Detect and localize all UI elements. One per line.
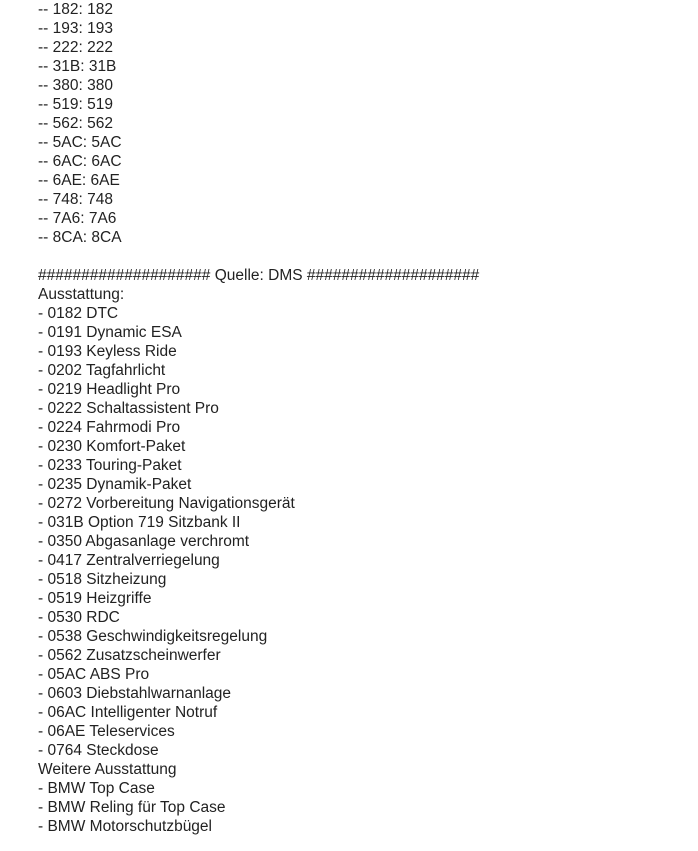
equipment-heading: Ausstattung:	[38, 286, 125, 303]
equipment-item: - 0518 Sitzheizung	[38, 571, 167, 588]
further-equipment-list	[38, 779, 688, 836]
spacer	[38, 247, 688, 266]
equipment-item: - 0191 Dynamic ESA	[38, 324, 182, 341]
code-line: -- 380: 380	[38, 77, 113, 94]
equipment-item: - 0764 Steckdose	[38, 742, 159, 759]
equipment-item: - 0562 Zusatzscheinwerfer	[38, 647, 221, 664]
equipment-item: - 0182 DTC	[38, 305, 119, 322]
equipment-item: - 06AE Teleservices	[38, 723, 175, 740]
equipment-item: - 0233 Touring-Paket	[38, 457, 182, 474]
further-equipment-item: - BMW Top Case	[38, 780, 155, 797]
equipment-item: - 031B Option 719 Sitzbank II	[38, 514, 241, 531]
equipment-item: - 0538 Geschwindigkeitsregelung	[38, 628, 268, 645]
equipment-item: - 0230 Komfort-Paket	[38, 438, 186, 455]
equipment-item: - 0530 RDC	[38, 609, 120, 626]
document-body	[38, 0, 688, 836]
code-line: -- 222: 222	[38, 39, 113, 56]
equipment-item: - 0224 Fahrmodi Pro	[38, 419, 181, 436]
further-equipment-item: - BMW Reling für Top Case	[38, 799, 226, 816]
equipment-item: - 05AC ABS Pro	[38, 666, 150, 683]
code-line: -- 5AC: 5AC	[38, 134, 122, 151]
equipment-item: - 06AC Intelligenter Notruf	[38, 704, 218, 721]
equipment-item: - 0219 Headlight Pro	[38, 381, 181, 398]
code-line: -- 193: 193	[38, 20, 113, 37]
equipment-item: - 0272 Vorbereitung Navigationsgerät	[38, 495, 295, 512]
code-line: -- 182: 182	[38, 1, 113, 18]
equipment-list	[38, 304, 688, 760]
equipment-item: - 0222 Schaltassistent Pro	[38, 400, 219, 417]
code-line: -- 6AE: 6AE	[38, 172, 120, 189]
code-line: -- 562: 562	[38, 115, 113, 132]
equipment-item: - 0350 Abgasanlage verchromt	[38, 533, 250, 550]
code-line: -- 8CA: 8CA	[38, 229, 122, 246]
equipment-item: - 0519 Heizgriffe	[38, 590, 152, 607]
source-header: #################### Quelle: DMS ####################	[38, 267, 480, 284]
code-line: -- 7A6: 7A6	[38, 210, 117, 227]
code-line: -- 748: 748	[38, 191, 113, 208]
equipment-item: - 0235 Dynamik-Paket	[38, 476, 192, 493]
equipment-item: - 0417 Zentralverriegelung	[38, 552, 220, 569]
further-equipment-heading: Weitere Ausstattung	[38, 761, 177, 778]
code-line: -- 31B: 31B	[38, 58, 117, 75]
code-list	[38, 0, 688, 247]
further-equipment-item: - BMW Motorschutzbügel	[38, 818, 212, 835]
code-line: -- 6AC: 6AC	[38, 153, 122, 170]
equipment-item: - 0603 Diebstahlwarnanlage	[38, 685, 232, 702]
code-line: -- 519: 519	[38, 96, 113, 113]
equipment-item: - 0202 Tagfahrlicht	[38, 362, 166, 379]
equipment-item: - 0193 Keyless Ride	[38, 343, 177, 360]
